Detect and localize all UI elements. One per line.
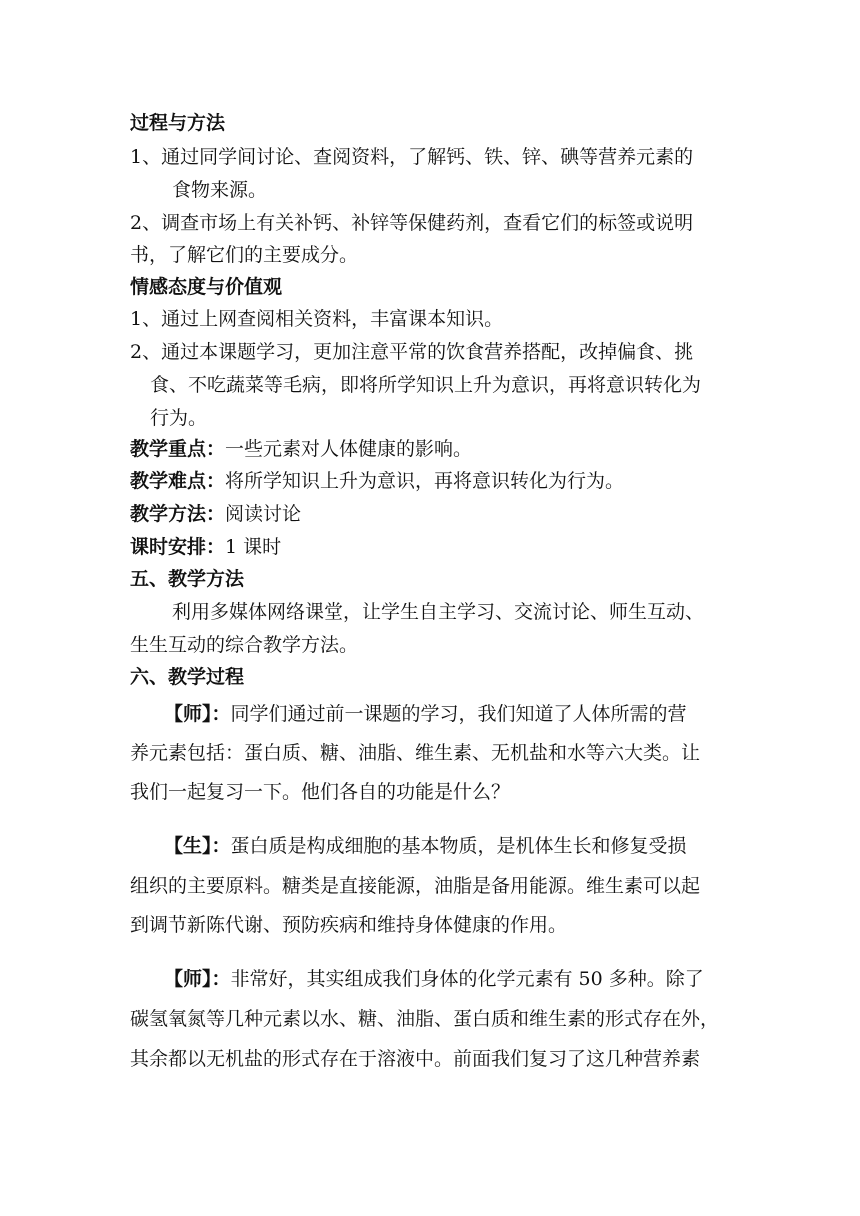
- teacher-paragraph-1-line-1: [164, 705, 687, 724]
- section-5-line-1: 利用多媒体网络课堂，让学生自主学习、交流讨论、师生互动、: [172, 601, 705, 623]
- heading-process-method: 过程与方法: [130, 112, 226, 134]
- method-row: [130, 505, 301, 524]
- heading-section-5: 五、教学方法: [130, 568, 245, 590]
- process-item-1-line-1: 1、通过同学间讨论、查阅资料，了解钙、铁、锌、碘等营养元素的: [130, 146, 694, 168]
- key-point-text: 一些元素对人体健康的影响。: [225, 438, 473, 460]
- key-point-row: [130, 440, 472, 459]
- emotion-item-2-line-3: 行为。: [150, 407, 208, 429]
- process-item-2-line-2: 书，了解它们的主要成分。: [130, 244, 359, 266]
- process-item-1-line-2: 食物来源。: [172, 179, 268, 201]
- speaker-teacher-2: 【师】：: [164, 968, 231, 990]
- teacher-paragraph-1-line-3: 我们一起复习一下。他们各自的功能是什么？: [130, 781, 511, 803]
- schedule-row: [130, 538, 281, 557]
- difficulty-text: 将所学知识上升为意识，再将意识转化为行为。: [225, 470, 625, 492]
- process-item-2-line-1: 2、调查市场上有关补钙、补锌等保健药剂，查看它们的标签或说明: [130, 212, 694, 234]
- emotion-item-2-line-2: 食、不吃蔬菜等毛病，即将所学知识上升为意识，再将意识转化为: [150, 374, 702, 396]
- teacher-paragraph-1-line-2: 养元素包括：蛋白质、糖、油脂、维生素、无机盐和水等六大类。让: [130, 742, 701, 764]
- speaker-teacher: 【师】：: [164, 703, 231, 725]
- teacher-paragraph-2-line-1: [164, 970, 704, 989]
- method-label: 教学方法：: [130, 503, 226, 525]
- method-text: 阅读讨论: [225, 503, 302, 525]
- schedule-label: 课时安排：: [130, 536, 226, 558]
- student-paragraph-text: 蛋白质是构成细胞的基本物质，是机体生长和修复受损: [230, 835, 687, 857]
- heading-emotion-values: 情感态度与价值观: [130, 276, 283, 298]
- teacher-paragraph-1-text: 同学们通过前一课题的学习，我们知道了人体所需的营: [230, 703, 687, 725]
- student-paragraph-line-3: 到调节新陈代谢、预防疾病和维持身体健康的作用。: [130, 914, 568, 936]
- emotion-item-1: 1、通过上网查阅相关资料，丰富课本知识。: [130, 308, 504, 330]
- teacher-paragraph-2-text: 非常好，其实组成我们身体的化学元素有 50 多种。除了: [230, 968, 704, 990]
- heading-section-6: 六、教学过程: [130, 666, 245, 688]
- key-point-label: 教学重点：: [130, 438, 226, 460]
- difficulty-row: [130, 472, 624, 491]
- section-5-line-2: 生生互动的综合教学方法。: [130, 634, 359, 656]
- teacher-paragraph-2-line-3: 其余都以无机盐的形式存在于溶液中。前面我们复习了这几种营养素: [130, 1048, 701, 1070]
- teacher-paragraph-2-line-2: 碳氢氧氮等几种元素以水、糖、油脂、蛋白质和维生素的形式存在外，: [130, 1008, 720, 1030]
- student-paragraph-line-2: 组织的主要原料。糖类是直接能源，油脂是备用能源。维生素可以起: [130, 875, 701, 897]
- schedule-text: 1 课时: [225, 536, 282, 558]
- difficulty-label: 教学难点：: [130, 470, 226, 492]
- emotion-item-2-line-1: 2、通过本课题学习，更加注意平常的饮食营养搭配，改掉偏食、挑: [130, 341, 694, 363]
- student-paragraph-line-1: [164, 837, 687, 856]
- speaker-student: 【生】：: [164, 835, 231, 857]
